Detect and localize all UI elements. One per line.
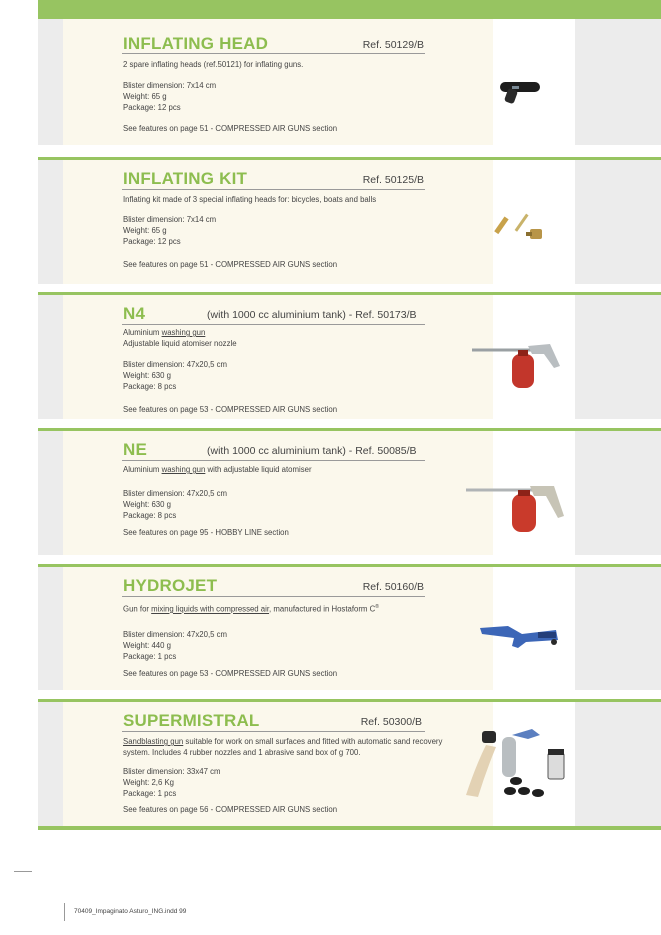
- left-gray-column: [38, 160, 63, 284]
- blister-dimension: Blister dimension: 47x20,5 cm: [123, 630, 228, 639]
- blister-dimension: Blister dimension: 7x14 cm: [123, 81, 217, 90]
- product-section-ne: [38, 428, 661, 555]
- washing-gun-link[interactable]: washing gun: [161, 328, 206, 337]
- product-ref: Ref. 50125/B: [362, 174, 424, 186]
- product-ref: Ref. 50129/B: [362, 39, 424, 51]
- inflating-kit-icon: [488, 207, 552, 247]
- weight: Weight: 65 g: [123, 92, 167, 101]
- product-description: Gun for mixing liquids with compressed air, manufactured in Hostaform C®: [123, 604, 379, 614]
- mixing-liquids-link[interactable]: mixing liquids with compressed air: [151, 604, 270, 614]
- washing-gun-icon: [468, 340, 568, 392]
- right-gray-column: [575, 567, 661, 690]
- footer-filename: 70409_Impaginato Asturo_ING.indd 99: [74, 908, 187, 915]
- left-gray-column: [38, 19, 63, 145]
- blister-dimension: Blister dimension: 7x14 cm: [123, 215, 217, 224]
- product-title: INFLATING HEAD: [123, 34, 269, 53]
- features-link[interactable]: See features on page 51 - COMPRESSED AIR GUNS section: [123, 124, 338, 133]
- product-section-n4: [38, 292, 661, 419]
- weight: Weight: 630 g: [123, 500, 171, 509]
- crop-mark: [14, 871, 32, 872]
- package: Package: 1 pcs: [123, 789, 177, 798]
- right-gray-column: [575, 295, 661, 419]
- features-link[interactable]: See features on page 56 - COMPRESSED AIR GUNS section: [123, 805, 338, 814]
- title-underline: [122, 460, 425, 461]
- product-specs: [123, 80, 216, 113]
- product-description: Aluminium washing gun Adjustable liquid atomiser nozzle: [123, 328, 237, 348]
- product-description: Sandblasting gun suitable for work on small surfaces and fitted with automatic sand recovery system. Includes 4 rubber nozzles and 1 abrasive sand box of g 700.: [123, 737, 443, 757]
- right-gray-column: [575, 702, 661, 826]
- product-description: 2 spare inflating heads (ref.50121) for inflating guns.: [123, 60, 304, 69]
- product-ref: (with 1000 cc aluminium tank) - Ref. 50085/B: [207, 445, 417, 457]
- product-title: INFLATING KIT: [123, 169, 248, 188]
- sandblasting-gun-icon: [462, 725, 578, 801]
- blister-dimension: Blister dimension: 47x20,5 cm: [123, 489, 228, 498]
- product-specs: [123, 214, 216, 247]
- title-underline: [122, 596, 425, 597]
- left-gray-column: [38, 702, 63, 826]
- product-ref: (with 1000 cc aluminium tank) - Ref. 50173/B: [207, 309, 417, 321]
- weight: Weight: 2,6 Kg: [123, 778, 174, 787]
- product-specs: [123, 766, 221, 799]
- left-gray-column: [38, 295, 63, 419]
- product-description: Aluminium washing gun with adjustable liquid atomiser: [123, 465, 312, 474]
- weight: Weight: 65 g: [123, 226, 167, 235]
- right-gray-column: [575, 19, 661, 145]
- product-section-supermistral: [38, 699, 661, 826]
- blister-dimension: Blister dimension: 47x20,5 cm: [123, 360, 228, 369]
- product-ref: Ref. 50300/B: [360, 716, 422, 728]
- sandblasting-gun-link[interactable]: Sandblasting gun: [123, 737, 184, 746]
- top-green-bar: [38, 0, 661, 19]
- blister-dimension: Blister dimension: 33x47 cm: [123, 767, 221, 776]
- right-gray-column: [575, 431, 661, 555]
- left-gray-column: [38, 431, 63, 555]
- title-underline: [122, 731, 425, 732]
- product-section-inflating-head: [38, 19, 661, 145]
- product-ref: Ref. 50160/B: [362, 581, 424, 593]
- product-description: Inflating kit made of 3 special inflating heads for: bicycles, boats and balls: [123, 195, 377, 204]
- product-title: N4: [123, 304, 146, 323]
- product-title: NE: [123, 440, 148, 459]
- package: Package: 12 pcs: [123, 237, 181, 246]
- weight: Weight: 630 g: [123, 371, 171, 380]
- product-title: HYDROJET: [123, 576, 218, 595]
- right-gray-column: [575, 160, 661, 284]
- package: Package: 12 pcs: [123, 103, 181, 112]
- washing-gun-link[interactable]: washing gun: [161, 465, 206, 474]
- product-specs: [123, 488, 227, 521]
- features-link[interactable]: See features on page 53 - COMPRESSED AIR GUNS section: [123, 669, 338, 678]
- bottom-green-rule: [38, 826, 661, 830]
- weight: Weight: 440 g: [123, 641, 171, 650]
- inflating-head-icon: [498, 77, 544, 111]
- features-link[interactable]: See features on page 51 - COMPRESSED AIR GUNS section: [123, 260, 338, 269]
- product-specs: [123, 629, 227, 662]
- package: Package: 8 pcs: [123, 511, 177, 520]
- left-gray-column: [38, 567, 63, 690]
- title-underline: [122, 53, 425, 54]
- package: Package: 1 pcs: [123, 652, 177, 661]
- washing-gun-long-icon: [464, 482, 568, 534]
- product-title: SUPERMISTRAL: [123, 711, 260, 730]
- features-link[interactable]: See features on page 95 - HOBBY LINE section: [123, 528, 289, 537]
- product-specs: [123, 359, 227, 392]
- product-section-hydrojet: [38, 564, 661, 690]
- features-link[interactable]: See features on page 53 - COMPRESSED AIR GUNS section: [123, 405, 338, 414]
- package: Package: 8 pcs: [123, 382, 177, 391]
- title-underline: [122, 189, 425, 190]
- crop-mark-vertical: [64, 903, 65, 921]
- product-section-inflating-kit: [38, 157, 661, 284]
- title-underline: [122, 324, 425, 325]
- hydrojet-gun-icon: [478, 622, 562, 652]
